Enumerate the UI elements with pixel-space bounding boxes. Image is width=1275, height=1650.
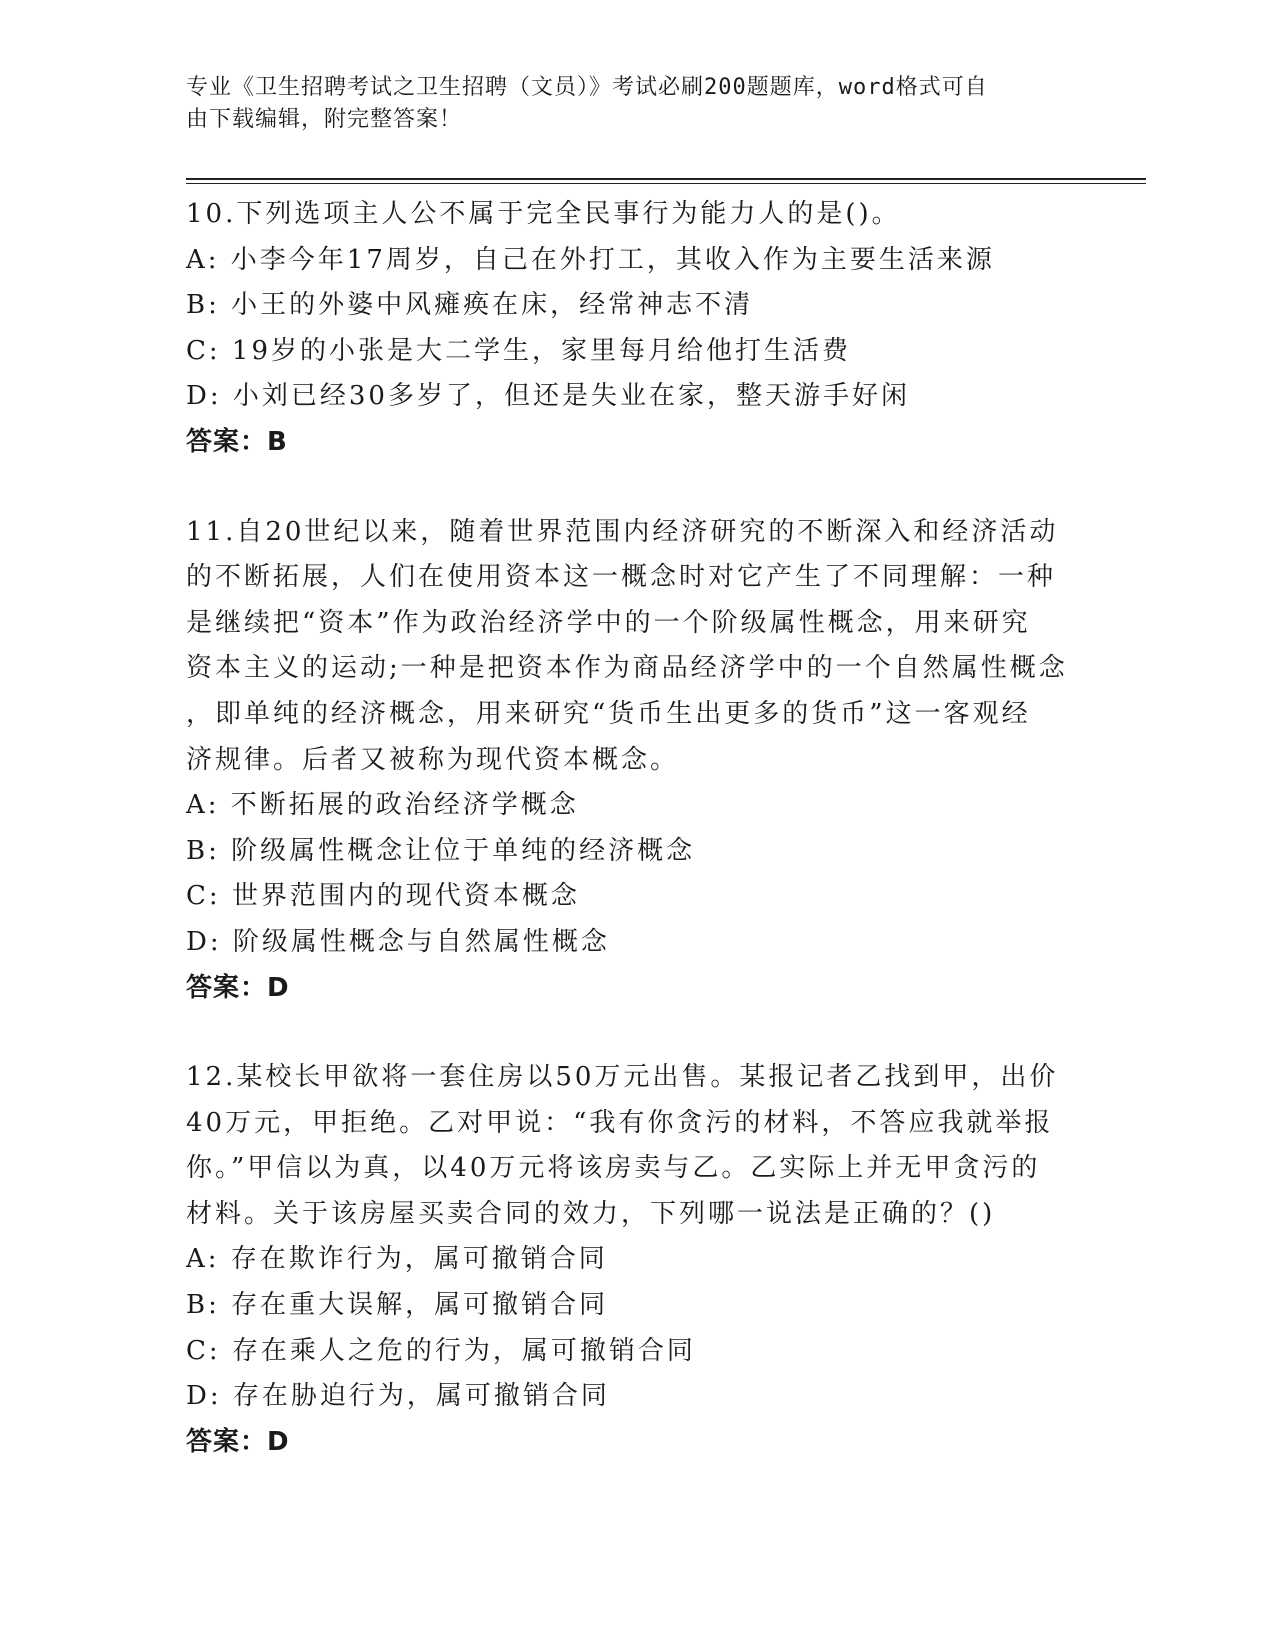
option-a: A: 小李今年17周岁，自己在外打工，其收入作为主要生活来源 — [186, 244, 995, 275]
option-d: D: 小刘已经30多岁了，但还是失业在家，整天游手好闲 — [186, 381, 910, 412]
question-stem-line: 11.自20世纪以来，随着世界范围内经济研究的不断深入和经济活动 — [186, 516, 1059, 547]
question-11 — [186, 510, 1086, 1012]
option-b: B: 存在重大误解，属可撤销合同 — [186, 1290, 609, 1321]
option-c: C: 存在乘人之危的行为，属可撤销合同 — [186, 1335, 696, 1366]
option-d: D: 阶级属性概念与自然属性概念 — [186, 926, 610, 957]
document-header — [186, 72, 1076, 136]
question-list — [186, 192, 1086, 1509]
option-b: B: 阶级属性概念让位于单纯的经济概念 — [186, 835, 696, 866]
answer-label: 答案：D — [186, 972, 290, 1003]
option-a: A: 存在欺诈行为，属可撤销合同 — [186, 1244, 608, 1275]
option-b: B: 小王的外婆中风瘫痪在床，经常神志不清 — [186, 290, 754, 321]
header-divider-thick — [186, 178, 1146, 180]
header-divider-thin — [186, 183, 1146, 184]
question-stem-line: 40万元，甲拒绝。乙对甲说：“我有你贪污的材料，不答应我就举报 — [186, 1107, 1054, 1138]
answer-label: 答案：D — [186, 1426, 290, 1457]
question-stem-line: 12.某校长甲欲将一套住房以50万元出售。某报记者乙找到甲，出价 — [186, 1062, 1059, 1093]
question-stem-line: ，即单纯的经济概念，用来研究“货币生出更多的货币”这一客观经 — [186, 698, 1031, 729]
option-d: D: 存在胁迫行为，属可撤销合同 — [186, 1381, 610, 1412]
question-12 — [186, 1055, 1086, 1465]
question-stem: 10.下列选项主人公不属于完全民事行为能力人的是()。 — [186, 199, 901, 229]
question-stem-line: 资本主义的运动;一种是把资本作为商品经济学中的一个自然属性概念 — [186, 653, 1068, 684]
option-a: A: 不断拓展的政治经济学概念 — [186, 790, 579, 821]
header-line-1: 专业《卫生招聘考试之卫生招聘（文员）》考试必刷200题题库，word格式可自 — [186, 75, 988, 100]
option-c: C: 19岁的小张是大二学生，家里每月给他打生活费 — [186, 335, 852, 366]
answer-label: 答案：B — [186, 426, 288, 457]
question-stem-line: 济规律。后者又被称为现代资本概念。 — [186, 744, 680, 775]
question-stem-line: 的不断拓展，人们在使用资本这一概念时对它产生了不同理解：一种 — [186, 562, 1057, 593]
question-stem-line: 是继续把“资本”作为政治经济学中的一个阶级属性概念，用来研究 — [186, 607, 1031, 638]
question-stem-line: 材料。关于该房屋买卖合同的效力，下列哪一说法是正确的？() — [186, 1198, 996, 1229]
question-stem-line: 你。”甲信以为真，以40万元将该房卖与乙。乙实际上并无甲贪污的 — [186, 1153, 1041, 1184]
option-c: C: 世界范围内的现代资本概念 — [186, 881, 580, 912]
question-10 — [186, 192, 1086, 466]
header-line-2: 由下载编辑，附完整答案！ — [186, 107, 463, 132]
